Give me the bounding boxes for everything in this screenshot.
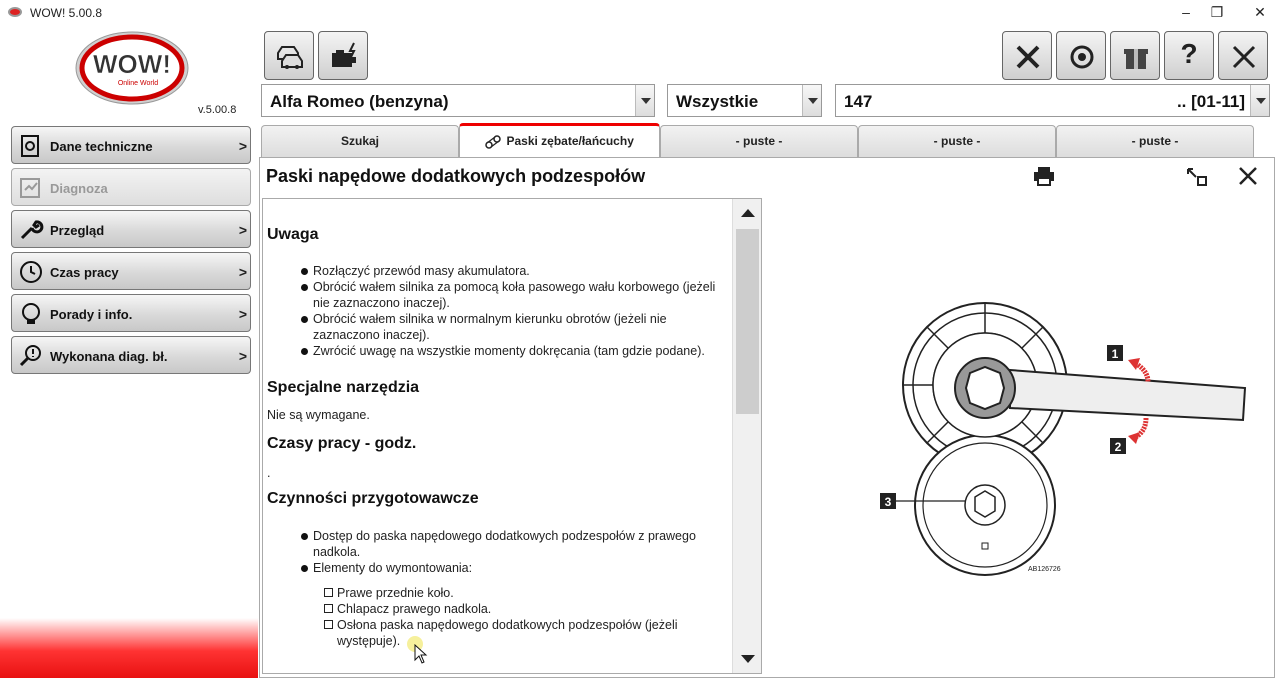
- list-item: Elementy do wymontowania:: [301, 560, 721, 576]
- tab-label: - puste -: [1131, 134, 1179, 148]
- close-panel-icon[interactable]: [1238, 166, 1258, 186]
- sidebar-item-label: Porady i info.: [50, 307, 133, 322]
- list-item: Obrócić wałem silnika w normalnym kierunku obrotów (jeżeli nie zaznaczono inaczej).: [301, 311, 721, 343]
- version-label: v.5.00.8: [198, 104, 237, 116]
- section-text: Nie są wymagane.: [267, 408, 370, 422]
- vertical-scrollbar[interactable]: [732, 199, 761, 673]
- sidebar-item-porady[interactable]: [11, 294, 251, 332]
- sub-list-item: Osłona paska napędowego dodatkowych podzespołów (jeżeli występuje).: [324, 617, 704, 649]
- gift-icon: [1120, 41, 1152, 73]
- tab-label: - puste -: [933, 134, 981, 148]
- model-select[interactable]: [835, 84, 1270, 117]
- engine-button[interactable]: [318, 31, 368, 80]
- window-title: WOW! 5.00.8: [30, 6, 103, 20]
- diagnosis-icon: [18, 176, 44, 200]
- model-years: .. [01-11]: [1176, 92, 1245, 111]
- exit-button[interactable]: [1218, 31, 1268, 80]
- callout-1: 1: [1111, 347, 1119, 361]
- search-warning-icon: [18, 344, 44, 368]
- scroll-down-button[interactable]: [733, 645, 762, 673]
- sidebar-item-label: Przegląd: [50, 223, 105, 238]
- logo-text: WOW!: [93, 49, 171, 79]
- app-icon: [8, 7, 22, 17]
- exit-icon: [1228, 41, 1260, 73]
- tab-label: Paski zębate/łańcuchy: [506, 134, 634, 148]
- sync-button[interactable]: [1056, 31, 1106, 80]
- list-item: Dostęp do paska napędowego dodatkowych podzespołów z prawego nadkola.: [301, 528, 721, 560]
- sidebar-item-wykonana-diag[interactable]: [11, 336, 251, 374]
- tab-empty-1[interactable]: [660, 125, 858, 158]
- sidebar-item-czas-pracy[interactable]: [11, 252, 251, 290]
- pulley-diagram: [870, 300, 1260, 590]
- vehicles-icon: [274, 41, 306, 73]
- chevron-down-icon[interactable]: [802, 85, 821, 116]
- sidebar-item-label: Dane techniczne: [50, 139, 153, 154]
- document-icon: [18, 134, 44, 158]
- belt-icon: [485, 135, 501, 149]
- sidebar-item-label: Wykonana diag. bł.: [50, 349, 168, 364]
- tab-label: Szukaj: [340, 134, 379, 148]
- lightbulb-icon: [18, 302, 44, 326]
- sidebar-item-diagnoza[interactable]: [11, 168, 251, 206]
- tools-icon: [1012, 41, 1044, 73]
- section-heading-narzedzia: Specjalne narzędzia: [267, 379, 420, 396]
- callout-3: 3: [884, 495, 892, 509]
- sidebar-item-label: Diagnoza: [50, 181, 108, 196]
- wow-logo: [74, 30, 190, 106]
- wrench-icon: [18, 218, 44, 242]
- model-select-value: 147: [844, 92, 873, 111]
- callout-2: 2: [1114, 440, 1122, 454]
- scroll-up-button[interactable]: [733, 199, 762, 227]
- chevron-right-icon: >: [238, 222, 247, 238]
- tab-empty-2[interactable]: [858, 125, 1056, 158]
- title-bar: [0, 0, 1275, 26]
- tab-empty-3[interactable]: [1056, 125, 1254, 158]
- filter-select-value: Wszystkie: [676, 92, 759, 111]
- mouse-cursor-icon: [414, 644, 428, 664]
- clock-icon: [18, 260, 44, 284]
- chevron-right-icon: >: [238, 348, 247, 364]
- list-item: Zwrócić uwagę na wszystkie momenty dokręcania (tam gdzie podane).: [301, 343, 721, 359]
- help-button[interactable]: [1164, 31, 1214, 80]
- filter-select[interactable]: [667, 84, 822, 117]
- close-window-button[interactable]: ✕: [1254, 4, 1266, 20]
- chevron-right-icon: >: [238, 264, 247, 280]
- make-select-value: Alfa Romeo (benzyna): [270, 92, 449, 111]
- help-icon: ?: [1180, 38, 1198, 69]
- maximize-button[interactable]: ❐: [1210, 4, 1224, 20]
- minimize-button[interactable]: –: [1182, 4, 1190, 20]
- sidebar-item-przeglad[interactable]: [11, 210, 251, 248]
- gift-button[interactable]: [1110, 31, 1160, 80]
- chevron-right-icon: >: [238, 138, 247, 154]
- decorative-red-gradient: [0, 618, 258, 678]
- make-select[interactable]: [261, 84, 655, 117]
- sync-icon: [1066, 41, 1098, 73]
- section-heading-czasy: Czasy pracy - godz.: [267, 435, 417, 452]
- list-item: Obrócić wałem silnika za pomocą koła pasowego wału korbowego (jeżeli nie zaznaczono inaczej).: [301, 279, 721, 311]
- engine-icon: [328, 41, 360, 73]
- vehicles-button[interactable]: [264, 31, 314, 80]
- sidebar-item-label: Czas pracy: [50, 265, 119, 280]
- tab-paski-zebate[interactable]: [459, 123, 660, 159]
- page-title: Paski napędowe dodatkowych podzespołów: [266, 166, 646, 186]
- section-heading-czynnosci: Czynności przygotowawcze: [267, 490, 479, 507]
- section-heading-uwaga: Uwaga: [267, 226, 319, 243]
- chevron-down-icon[interactable]: [1250, 85, 1269, 116]
- tab-label: - puste -: [735, 134, 783, 148]
- chevron-right-icon: >: [238, 306, 247, 322]
- diagram-code: AB126726: [1028, 566, 1061, 573]
- scroll-thumb[interactable]: [736, 229, 759, 414]
- sidebar-item-dane-techniczne[interactable]: [11, 126, 251, 164]
- tools-button[interactable]: [1002, 31, 1052, 80]
- sub-list-item: Prawe przednie koło.: [324, 585, 704, 601]
- chevron-down-icon[interactable]: [635, 85, 654, 116]
- expand-icon[interactable]: [1186, 167, 1208, 187]
- tab-szukaj[interactable]: [261, 125, 459, 158]
- print-icon[interactable]: [1033, 166, 1055, 186]
- logo-tagline: Online World: [117, 80, 159, 87]
- section-text: .: [267, 466, 271, 480]
- sub-list-item: Chlapacz prawego nadkola.: [324, 601, 704, 617]
- list-item: Rozłączyć przewód masy akumulatora.: [301, 263, 721, 279]
